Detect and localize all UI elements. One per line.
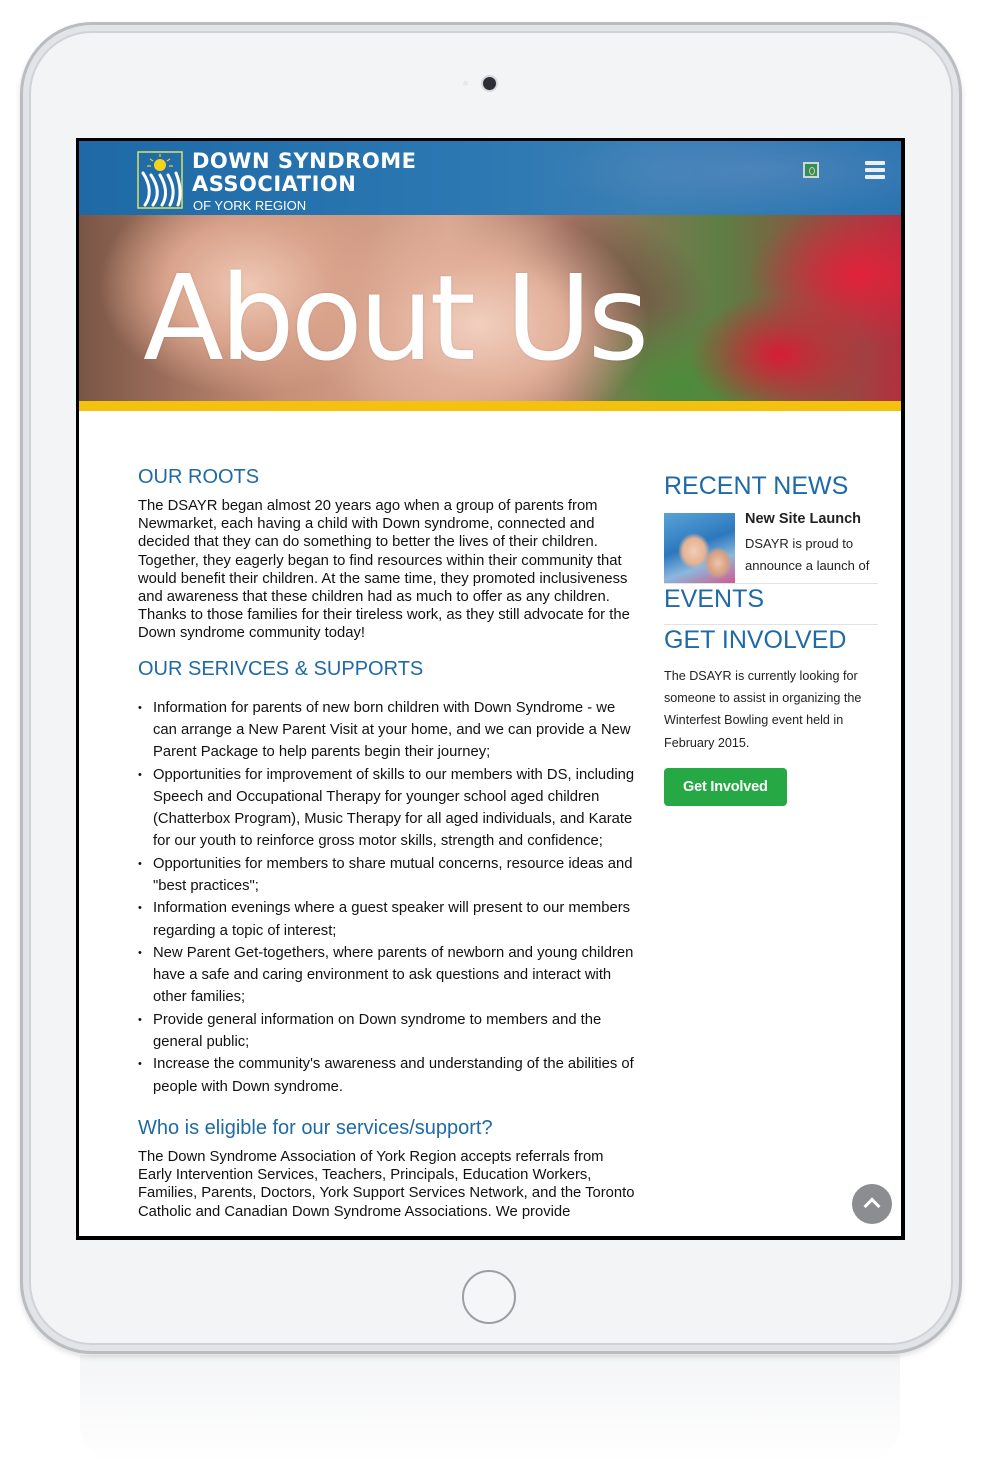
news-title[interactable]: New Site Launch (745, 511, 862, 527)
news-thumbnail[interactable] (664, 513, 735, 583)
roots-text: The DSAYR began almost 20 years ago when a group of parents from Newmarket, each having a child with Down syndrome, connected and decided that they can do something to better the lives of their children. Together, they eagerly began to find resources within their community that would benefit their children. At the same time, they promoted inclusiveness and awareness that these children had as much to offer as any children. Thanks to those families for their tireless work, as they still advocate for the Down syndrome community today! (138, 498, 630, 642)
eligible-text: The Down Syndrome Association of York Region accepts referrals from Early Intervention Services, Teachers, Principals, Education Workers, Families, Parents, Doctors, York Support Services Network, and the Toronto Catholic and Canadian Down Syndrome Associations. We provide (138, 1148, 635, 1220)
camera-icon (483, 77, 496, 90)
list-item: • Opportunities for members to share mutual concerns, resource ideas and "best practices"; (138, 853, 638, 898)
main-content (138, 465, 638, 1221)
sidebar (664, 471, 878, 806)
recent-news-heading: RECENT NEWS (664, 472, 849, 500)
brand-name-line1: DOWN SYNDROME (192, 149, 417, 173)
roots-heading: OUR ROOTS (138, 466, 260, 488)
web-page (79, 141, 901, 1236)
home-button[interactable] (462, 1270, 516, 1324)
list-item: • Information for parents of new born children with Down Syndrome - we can arrange a New Parent Visit at your home, and we can provide a New Parent Package to help parents begin their journey; (138, 697, 638, 764)
tablet-screen (76, 138, 905, 1240)
hero-banner (79, 215, 901, 401)
sensor-dot (463, 81, 468, 86)
brand-region: OF YORK REGION (193, 198, 307, 213)
list-item: • New Parent Get-togethers, where parents of newborn and young children have a safe and caring environment to ask questions and interact with other families; (138, 942, 638, 1009)
site-header (79, 141, 901, 215)
get-involved-button[interactable]: Get Involved (664, 768, 787, 806)
hamburger-menu-icon[interactable] (865, 161, 885, 179)
news-item[interactable] (664, 511, 878, 584)
list-item: • Information evenings where a guest speaker will present to our members regarding a topic of interest; (138, 897, 638, 942)
services-list (138, 697, 638, 1098)
services-heading: OUR SERIVCES & SUPPORTS (138, 657, 424, 680)
accent-bar (79, 401, 901, 411)
scroll-top-icon[interactable] (852, 1184, 892, 1224)
list-item: • Opportunities for improvement of skills to our members with DS, including Speech and Occupational Therapy for younger school aged children (Chatterbox Program), Music Therapy for all aged individuals, and Karate for our youth to reinforce gross motor skills, strength and confidence; (138, 764, 638, 853)
list-item: • Provide general information on Down syndrome to members and the general public; (138, 1009, 638, 1054)
get-involved-heading: GET INVOLVED (664, 626, 847, 654)
brand-name-line2: ASSOCIATION (192, 172, 357, 196)
get-involved-text: The DSAYR is currently looking for someone to assist in organizing the Winterfest Bowling event held in February 2015. (664, 669, 862, 750)
logo-icon[interactable] (137, 151, 183, 209)
news-excerpt: DSAYR is proud to announce a launch of (745, 536, 870, 573)
events-heading: EVENTS (664, 585, 765, 613)
device-reflection (80, 1355, 900, 1465)
eligible-heading: Who is eligible for our services/support? (138, 1116, 493, 1139)
list-item: • Increase the community's awareness and understanding of the abilities of people with Down syndrome. (138, 1053, 638, 1098)
language-flag-icon[interactable] (803, 162, 819, 178)
page-title: About Us (143, 249, 646, 387)
